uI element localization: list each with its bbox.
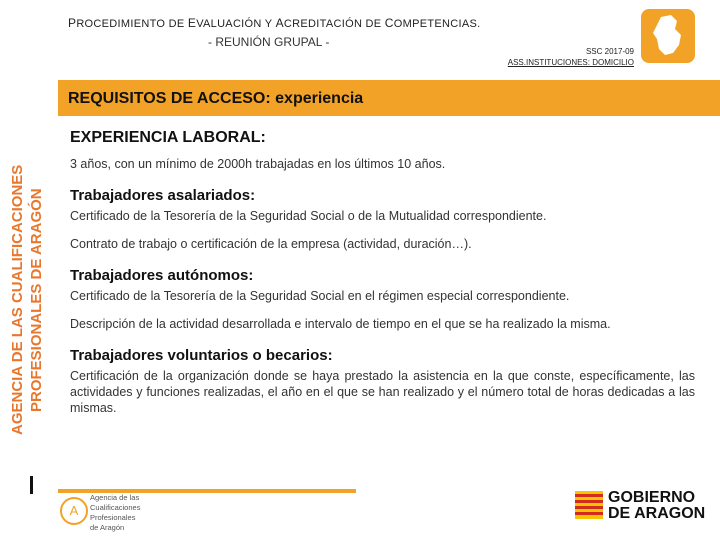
title-rest-3: CREDITACIÓN DE	[283, 18, 385, 30]
agency-line: Cualificaciones	[90, 503, 141, 512]
gov-line-1: GOBIERNO	[608, 489, 696, 506]
aragon-map-shape	[641, 9, 695, 63]
requirement-item: Certificación de la organización donde se haya prestado la asistencia en la que conste, específicamente, las actividades y funciones realizadas, el año en el que se han realizado y el número total de horas dedicadas a las mismas.	[70, 369, 695, 415]
government-logo-text	[608, 490, 705, 522]
requirement-item: Contrato de trabajo o certificación de la empresa (actividad, duración…).	[70, 237, 472, 251]
procedure-title	[68, 16, 480, 30]
subsection-title-volunteers: Trabajadores voluntarios o becarios:	[70, 347, 333, 364]
agency-line: Profesionales	[90, 513, 136, 522]
requirement-item: Certificado de la Tesorería de la Seguridad Social o de la Mutualidad correspondiente.	[70, 209, 547, 223]
title-cap-1: P	[68, 16, 77, 30]
agency-logo-icon: A	[60, 497, 88, 525]
page-title: REQUISITOS DE ACCESO: experiencia	[68, 90, 364, 107]
ref-line-2: ASS.INSTITUCIONES: DOMICILIO	[507, 58, 634, 67]
sidebar-divider	[30, 476, 33, 494]
aragon-map-logo-icon	[641, 9, 695, 63]
meeting-subtitle: - REUNIÓN GRUPAL -	[208, 35, 330, 49]
title-cap-4: C	[384, 16, 394, 30]
gov-line-2: DE ARAGON	[608, 505, 706, 522]
section-heading: EXPERIENCIA LABORAL:	[70, 129, 266, 146]
sidebar-agency-name	[8, 130, 48, 470]
title-rest-2: VALUACIÓN Y	[196, 18, 276, 30]
title-rest-4: OMPETENCIAS.	[393, 18, 481, 30]
agency-logo-text	[90, 493, 140, 533]
subsection-title-selfemployed: Trabajadores autónomos:	[70, 267, 254, 284]
intro-text: 3 años, con un mínimo de 2000h trabajadas en los últimos 10 años.	[70, 157, 446, 171]
title-cap-3: A	[275, 16, 284, 30]
requirement-item: Descripción de la actividad desarrollada e intervalo de tiempo en el que se ha realizado la misma.	[70, 317, 611, 331]
requirement-item: Certificado de la Tesorería de la Seguridad Social en el régimen especial correspondiente.	[70, 289, 570, 303]
title-rest-1: ROCEDIMIENTO DE	[76, 18, 188, 30]
subsection-title-salaried: Trabajadores asalariados:	[70, 187, 256, 204]
agency-line: Agencia de las	[90, 493, 140, 502]
reference-code	[508, 46, 634, 68]
agency-line: de Aragón	[90, 523, 125, 532]
aragon-flag-icon	[575, 491, 603, 519]
sidebar-line-1: AGENCIA DE LAS CUALIFICACIONES	[9, 164, 26, 436]
ref-line-1: SSC 2017-09	[585, 47, 634, 56]
title-cap-2: E	[187, 16, 197, 30]
main-content	[70, 126, 695, 416]
sidebar-line-2: PROFESIONALES DE ARAGÓN	[28, 188, 45, 412]
